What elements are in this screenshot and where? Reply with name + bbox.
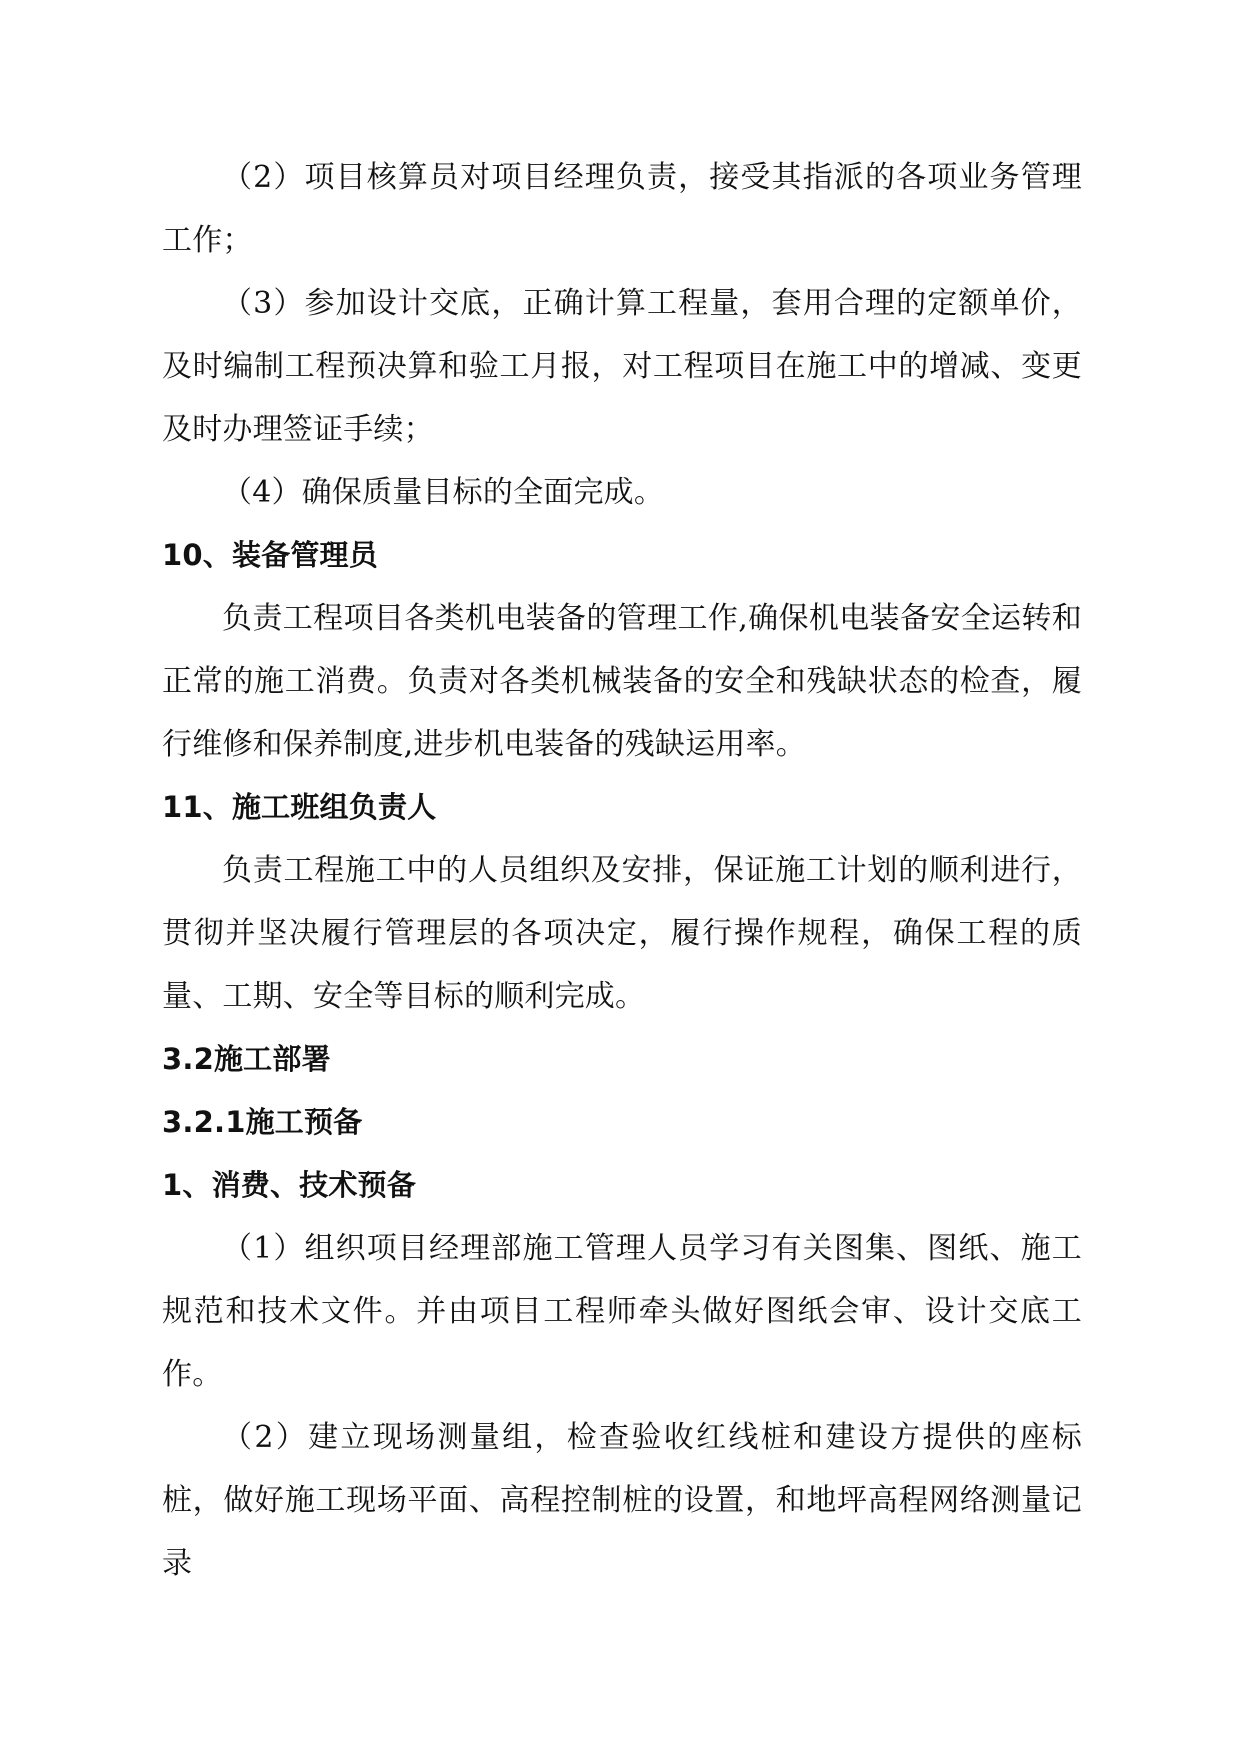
heading-construction-deployment: 3.2施工部署 — [162, 1042, 331, 1076]
paragraph-team-leader: 负责工程施工中的人员组织及安排，保证施工计划的顺利进行，贯彻并坚决履行管理层的各项决定，履行操作规程，确保工程的质量、工期、安全等目标的顺利完成。 — [162, 853, 1082, 1014]
document-body — [162, 146, 1082, 1595]
paragraph-preparation-item-1: （1）组织项目经理部施工管理人员学习有关图集、图纸、施工规范和技术文件。并由项目工程师牵头做好图纸会审、设计交底工作。 — [162, 1231, 1082, 1392]
heading-team-leader: 11、施工班组负责人 — [162, 790, 437, 824]
paragraph-accountant-duty-4: （4）确保质量目标的全面完成。 — [222, 475, 665, 510]
paragraph-accountant-duty-3: （3）参加设计交底，正确计算工程量，套用合理的定额单价，及时编制工程预决算和验工月报，对工程项目在施工中的增减、变更及时办理签证手续； — [162, 286, 1082, 447]
heading-construction-preparation: 3.2.1施工预备 — [162, 1105, 363, 1139]
paragraph-preparation-item-2: （2）建立现场测量组，检查验收红线桩和建设方提供的座标桩，做好施工现场平面、高程控制桩的设置，和地坪高程网络测量记录 — [162, 1420, 1082, 1581]
heading-production-technical-preparation: 1、消费、技术预备 — [162, 1168, 416, 1202]
heading-equipment-manager: 10、装备管理员 — [162, 538, 378, 572]
paragraph-accountant-duty-2: （2）项目核算员对项目经理负责，接受其指派的各项业务管理工作； — [162, 160, 1082, 258]
paragraph-equipment-manager: 负责工程项目各类机电装备的管理工作,确保机电装备安全运转和正常的施工消费。负责对各类机械装备的安全和残缺状态的检查，履行维修和保养制度,进步机电装备的残缺运用率。 — [162, 601, 1082, 762]
